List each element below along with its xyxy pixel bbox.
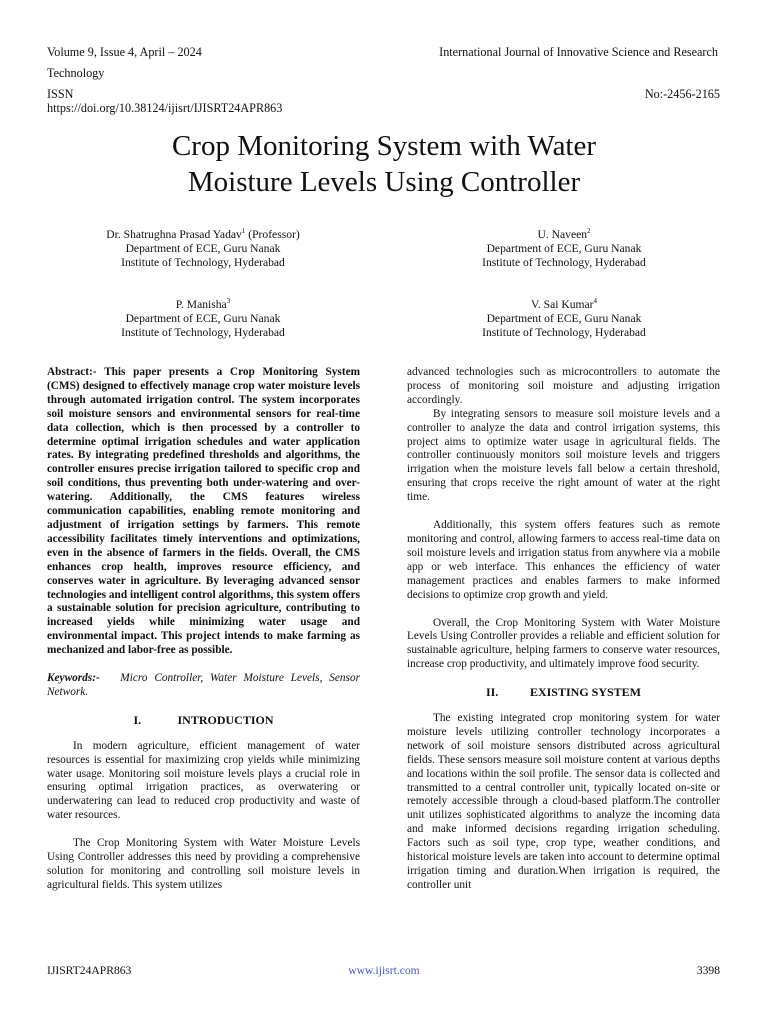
author-institute: Institute of Technology, Hyderabad [482, 325, 646, 339]
author-block-1 [53, 224, 353, 270]
right-column [407, 366, 720, 893]
intro-paragraph-3: advanced technologies such as microcontrollers to automate the process of monitoring soil moisture and adjusting irrigation accordingly. [407, 366, 720, 406]
footer-paper-id: IJISRT24APR863 [47, 964, 132, 977]
journal-name-continued: Technology [47, 66, 105, 80]
section-heading-introduction: I. INTRODUCTION [133, 712, 274, 727]
volume-issue: Volume 9, Issue 4, April – 2024 [47, 45, 202, 59]
author-institute: Institute of Technology, Hyderabad [482, 255, 646, 269]
journal-name: International Journal of Innovative Science and Research [439, 45, 718, 59]
author-name: Dr. Shatrughna Prasad Yadav$^1$ (Professor) [106, 227, 300, 241]
author-department: Department of ECE, Guru Nanak [486, 241, 642, 255]
title-line-1: Crop Monitoring System with Water [171, 130, 597, 162]
issn-label: ISSN [47, 87, 74, 101]
footer-website-link[interactable]: www.ijisrt.com [348, 964, 420, 977]
author-department: Department of ECE, Guru Nanak [486, 311, 642, 325]
left-column [47, 366, 360, 893]
author-name: U. Naveen$^2$ [537, 227, 591, 241]
section-heading-existing-system: II. EXISTING SYSTEM [485, 685, 642, 700]
author-department: Department of ECE, Guru Nanak [125, 241, 281, 255]
issn-number: No:-2456-2165 [644, 87, 720, 101]
paper-title [0, 128, 768, 200]
abstract: Abstract:- This paper presents a Crop Monitoring System (CMS) designed to effectively manage crop water moisture levels through automated irrigation control. The system incorporates soil moisture sensors and environmental sensors for real-time data collection, which is then processed by a controller to determine optimal irrigation schedules and water application rates. By integrating predefined thresholds and algorithms, the controller ensures precise irrigation tailored to specific crop and soil conditions, thus preventing both under-watering and over-watering. Additionally, the CMS features wireless communication capabilities, enabling remote monitoring and adjustment of irrigation settings by farmers. This remote accessibility facilitates timely interventions and optimizations, even in the absence of farmers in the fields. Overall, the CMS enhances crop health, improves resource efficiency, and conserves water in agriculture. By leveraging advanced sensor technologies and intelligent control algorithms, this system offers a sustainable solution for precision agriculture, contributing to increased yields while minimizing water usage and environmental impact. This project intends to make farming as mechanized and labor-free as possible. [47, 366, 360, 657]
page-number: 3398 [696, 964, 720, 977]
author-name: V. Sai Kumar$^4$ [530, 297, 598, 311]
existing-system-paragraph: The existing integrated crop monitoring system for water moisture levels utilizing controller technology incorporates a network of soil moisture sensors distributed across agricultural fields. These sensors measure soil moisture content at various depths and locations within the soil profile. The sensor data is collected and transmitted to a central controller unit, typically located on-site or remotely accessible through a cloud-based platform.The controller unit utilizes sophisticated algorithms to analyze the incoming data and make informed decisions regarding irrigation scheduling. Factors such as soil type, crop type, weather conditions, and historical moisture levels are taken into account to determine optimal irrigation timing and duration.When irrigation is required, the controller unit [407, 712, 720, 891]
author-block-3 [53, 294, 353, 340]
author-institute: Institute of Technology, Hyderabad [121, 325, 285, 339]
author-block-2 [414, 224, 714, 270]
intro-paragraph-4: By integrating sensors to measure soil moisture levels and a controller to analyze the data and control irrigation systems, this project aims to optimize water usage in agricultural fields. The controller continuously monitors soil moisture levels and triggers irrigation when the moisture levels fall below a certain threshold, ensuring that crops receive the right amount of water at the right time. [407, 407, 720, 504]
keywords: Keywords:- Micro Controller, Water Moisture Levels, Sensor Network. [47, 672, 360, 698]
author-name: P. Manisha$^3$ [175, 297, 231, 311]
intro-paragraph-6: Overall, the Crop Monitoring System with Water Moisture Levels Using Controller provides a reliable and efficient solution for sustainable agriculture, helping farmers to conserve water resources, increase crop productivity, and ultimately improve food security. [407, 616, 720, 671]
intro-paragraph-2: The Crop Monitoring System with Water Moisture Levels Using Controller addresses this need by providing a comprehensive solution for monitoring and controlling soil moisture levels in agricultural fields. This system utilizes [47, 837, 360, 891]
intro-paragraph-1: In modern agriculture, efficient management of water resources is essential for maximizing crop yields while minimizing water usage. Monitoring soil moisture levels plays a crucial role in ensuring optimal irrigation practices, as overwatering or underwatering can lead to reduced crop productivity and waste of water resources. [47, 739, 360, 822]
intro-paragraph-5: Additionally, this system offers features such as remote monitoring and control, allowing farmers to access real-time data on soil moisture levels and irrigation status from anywhere via a mobile app or web interface. This enhances the efficiency of water management practices and enables farmers to make informed decisions to optimize crop growth and yield. [407, 519, 720, 601]
author-department: Department of ECE, Guru Nanak [125, 311, 281, 325]
author-institute: Institute of Technology, Hyderabad [121, 255, 285, 269]
author-block-4 [414, 294, 714, 340]
title-line-2: Moisture Levels Using Controller [187, 166, 581, 198]
doi-link[interactable]: https://doi.org/10.38124/ijisrt/IJISRT24APR863 [47, 101, 283, 115]
